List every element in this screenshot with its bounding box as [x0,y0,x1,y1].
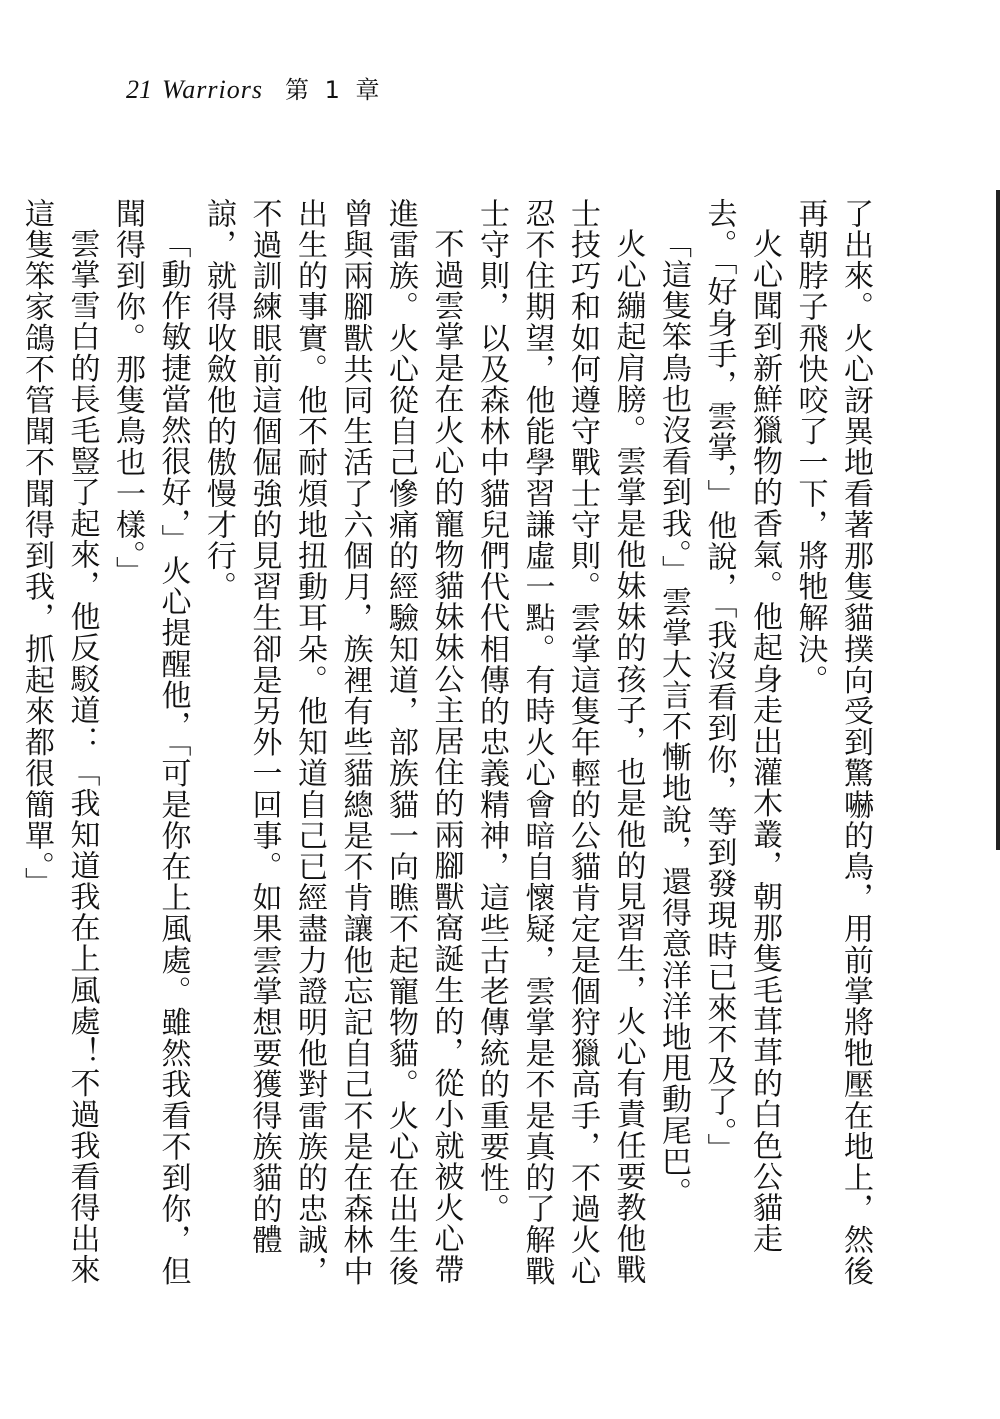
running-header [126,70,384,110]
vertical-body-text [19,198,878,1308]
paragraph-2: 火心聞到新鮮獵物的香氣。他起身走出灌木叢，朝那隻毛茸茸的白色公貓走去。「好身手，雲掌，」他說，「我沒看到你，等到發現時已來不及了。」 [701,198,782,1255]
page-number: 21 [126,75,152,104]
paragraph-3: 「這隻笨鳥也沒看到我。」雲掌大言不慚地說，還得意洋洋地甩動尾巴。 [656,228,691,1209]
paragraph-6: 「動作敏捷當然很好，」火心提醒他，「可是你在上風處。雖然我看不到你，但聞得到你。那隻鳥也一樣。」 [110,198,191,1287]
page-edge-marker [996,190,1000,850]
chapter-label: 第 1 章 [284,76,384,104]
paragraph-7: 雲掌雪白的長毛豎了起來，他反駁道：「我知道我在上風處！不過我看得出來這隻笨家鴿不管聞不聞得到我，抓起來都很簡單。」 [19,198,100,1286]
paragraph-5: 不過雲掌是在火心的寵物貓妹妹公主居住的兩腳獸窩誕生的，從小就被火心帶進雷族。火心從自己慘痛的經驗知道，部族貓一向瞧不起寵物貓。火心在出生後曾與兩腳獸共同生活了六個月，族裡有些貓總是不肯讓他忘記自己不是在森林中出生的事實。他不耐煩地扭動耳朵。他知道自己已經盡力證明他對雷族的忠誠，不過訓練眼前這個倔強的見習生卻是另外一回事。如果雲掌想要獲得族貓的體諒，就得收斂他的傲慢才行。 [201,198,464,1287]
series-title: Warriors [162,75,263,104]
paragraph-1: 了出來。火心訝異地看著那隻貓撲向受到驚嚇的鳥，用前掌將牠壓在地上，然後再朝脖子飛快咬了一下，將牠解決。 [792,198,873,1287]
paragraph-4: 火心繃起肩膀。雲掌是他妹妹的孩子，也是他的見習生，火心有責任要教他戰士技巧和如何遵守戰士守則。雲掌這隻年輕的公貓肯定是個狩獵高手，不過火心忍不住期望，他能學習謙虛一點。有時火心會暗自懷疑，雲掌是不是真的了解戰士守則，以及森林中貓兒們代代相傳的忠義精神，這些古老傳統的重要性。 [474,198,646,1287]
